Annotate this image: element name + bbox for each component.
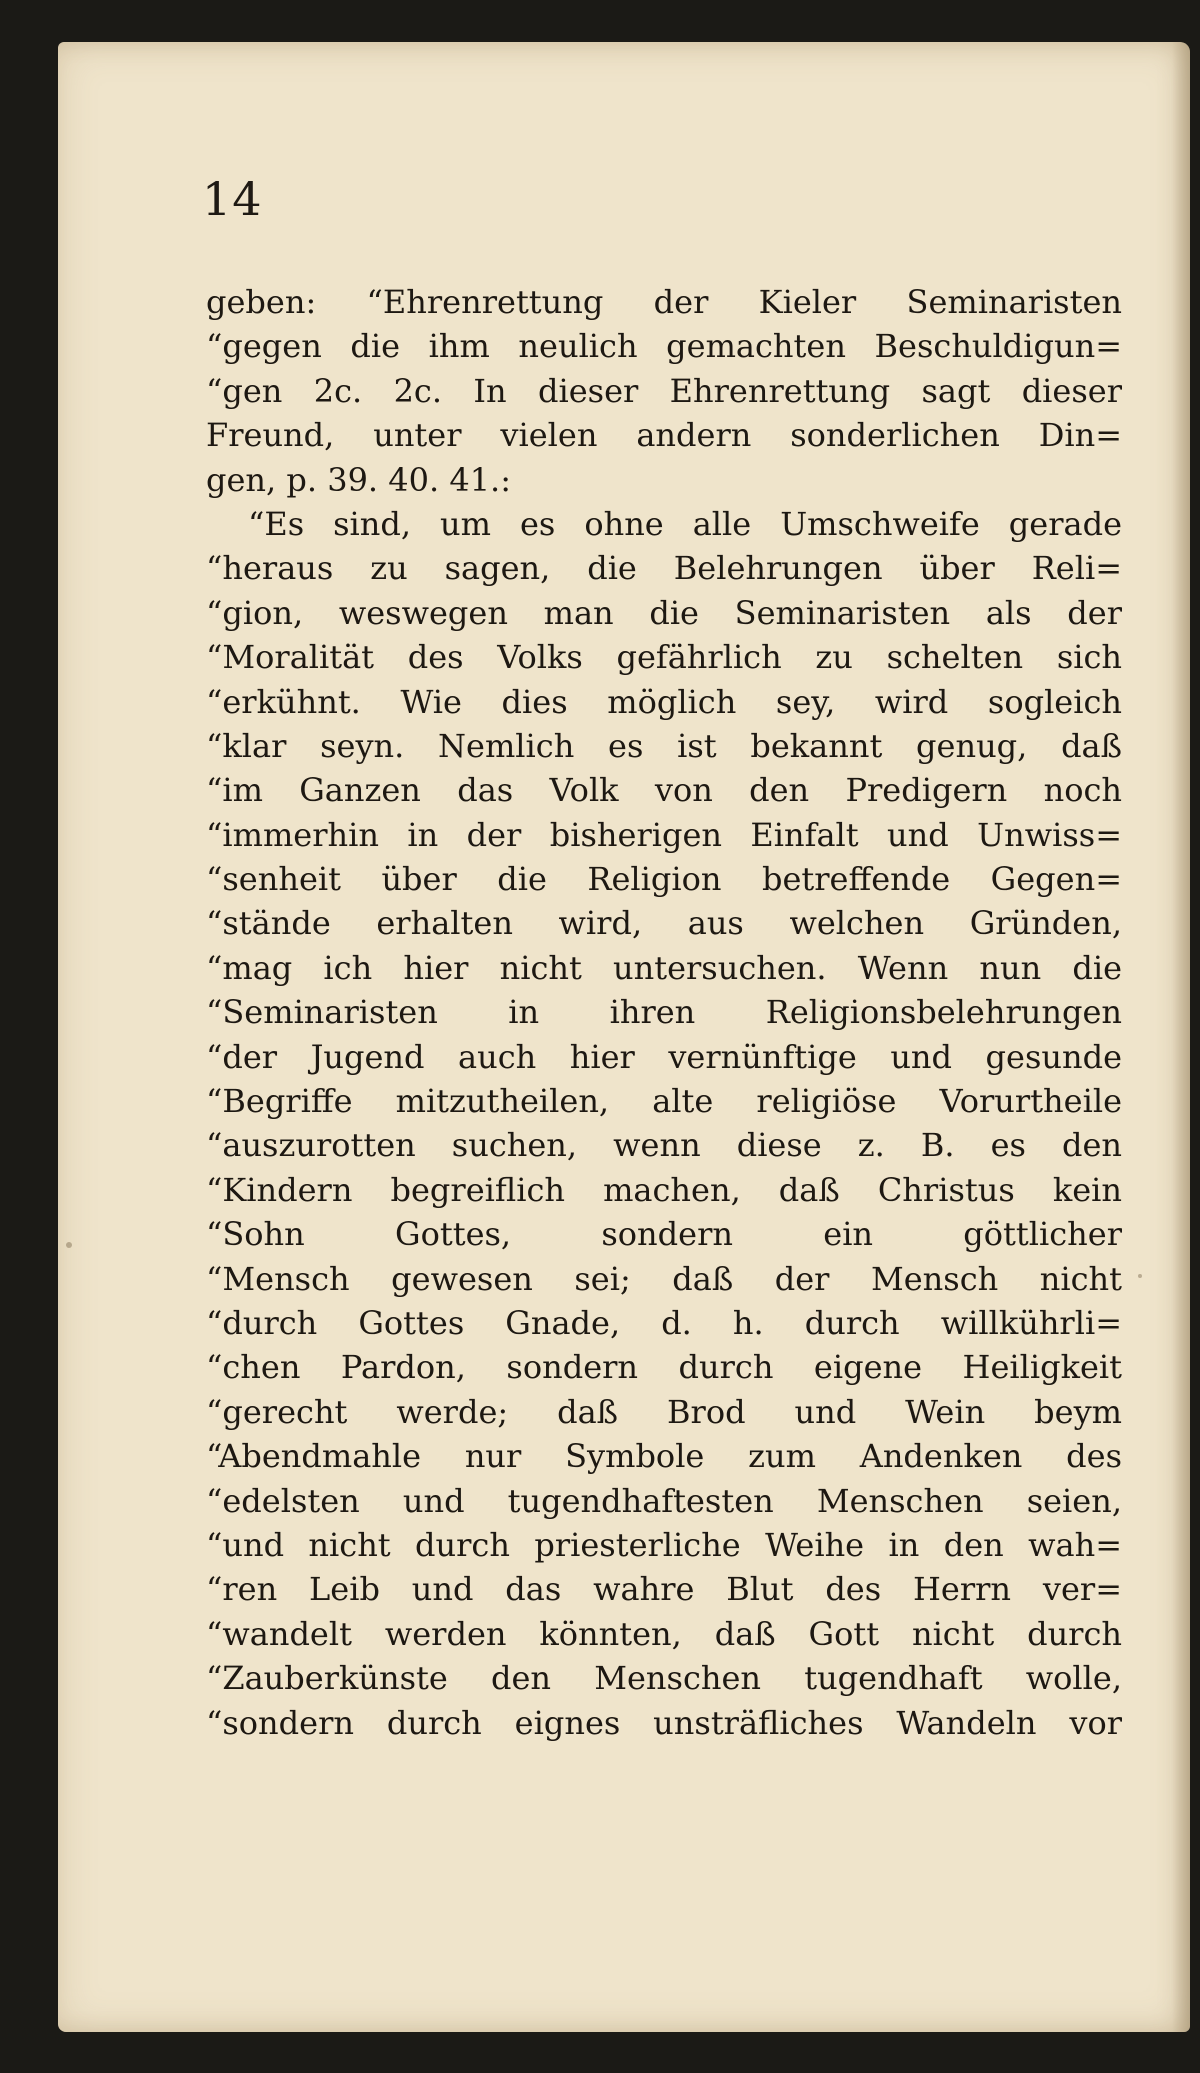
text-line: gen, p. 39. 40. 41.: (206, 460, 511, 499)
text-line: “Begriffe mitzutheilen, alte religiöse Vorurtheile (206, 1082, 1122, 1121)
text-line: “Zauberkünste den Menschen tugendhaft wolle, (206, 1659, 1122, 1698)
text-line: “senheit über die Religion betreffende Gegen= (206, 860, 1122, 899)
text-line: “immerhin in der bisherigen Einfalt und Unwiss= (206, 815, 1122, 854)
text-line: “Kindern begreiflich machen, daß Christus kein (206, 1170, 1122, 1209)
body-text (206, 280, 1122, 1745)
text-line: “Sohn Gottes, sondern ein göttlicher (206, 1215, 1122, 1254)
text-line: “gion, weswegen man die Seminaristen als der (206, 593, 1122, 632)
text-line: “durch Gottes Gnade, d. h. durch willkührli= (206, 1303, 1122, 1342)
text-line: “im Ganzen das Volk von den Predigern noch (206, 771, 1122, 810)
text-line: “klar seyn. Nemlich es ist bekannt genug, daß (206, 726, 1122, 765)
text-line: “gerecht werde; daß Brod und Wein beym (206, 1392, 1122, 1431)
ink-spot (66, 1242, 72, 1248)
text-line: Freund, unter vielen andern sonderlichen Din= (206, 416, 1122, 455)
text-line: “edelsten und tugendhaftesten Menschen seien, (206, 1481, 1122, 1520)
page-number: 14 (202, 172, 263, 226)
text-line: “Moralität des Volks gefährlich zu schelten sich (206, 638, 1122, 677)
ink-spot (1138, 1274, 1142, 1278)
text-line: geben: “Ehrenrettung der Kieler Seminaristen (206, 283, 1122, 321)
text-line: “ren Leib und das wahre Blut des Herrn ver= (206, 1570, 1122, 1609)
text-line: “sondern durch eignes unsträfliches Wandeln vor (206, 1703, 1122, 1742)
text-line: “mag ich hier nicht untersuchen. Wenn nun die (206, 948, 1122, 987)
text-line: “heraus zu sagen, die Belehrungen über Reli= (206, 549, 1122, 588)
text-line: “der Jugend auch hier vernünftige und gesunde (206, 1037, 1122, 1076)
text-line: “chen Pardon, sondern durch eigene Heiligkeit (206, 1348, 1122, 1387)
text-line: “wandelt werden könnten, daß Gott nicht durch (206, 1614, 1122, 1653)
text-line: “und nicht durch priesterliche Weihe in den wah= (206, 1525, 1122, 1564)
text-line: “gen 2c. 2c. In dieser Ehrenrettung sagt dieser (206, 371, 1122, 410)
book-page (58, 42, 1190, 2032)
text-line: “Seminaristen in ihren Religionsbelehrungen (206, 993, 1122, 1032)
text-line: “gegen die ihm neulich gemachten Beschuldigun= (206, 327, 1122, 366)
text-line: “auszurotten suchen, wenn diese z. B. es den (206, 1126, 1122, 1165)
text-line: “erkühnt. Wie dies möglich sey, wird sogleich (206, 682, 1122, 721)
page-edge-shadow (1172, 42, 1190, 2032)
text-line: “Es sind, um es ohne alle Umschweife gerade (248, 504, 1122, 543)
text-line: “Abendmahle nur Symbole zum Andenken des (206, 1437, 1122, 1476)
text-line: “Mensch gewesen sei; daß der Mensch nicht (206, 1259, 1122, 1298)
text-line: “stände erhalten wird, aus welchen Gründen, (206, 904, 1122, 943)
